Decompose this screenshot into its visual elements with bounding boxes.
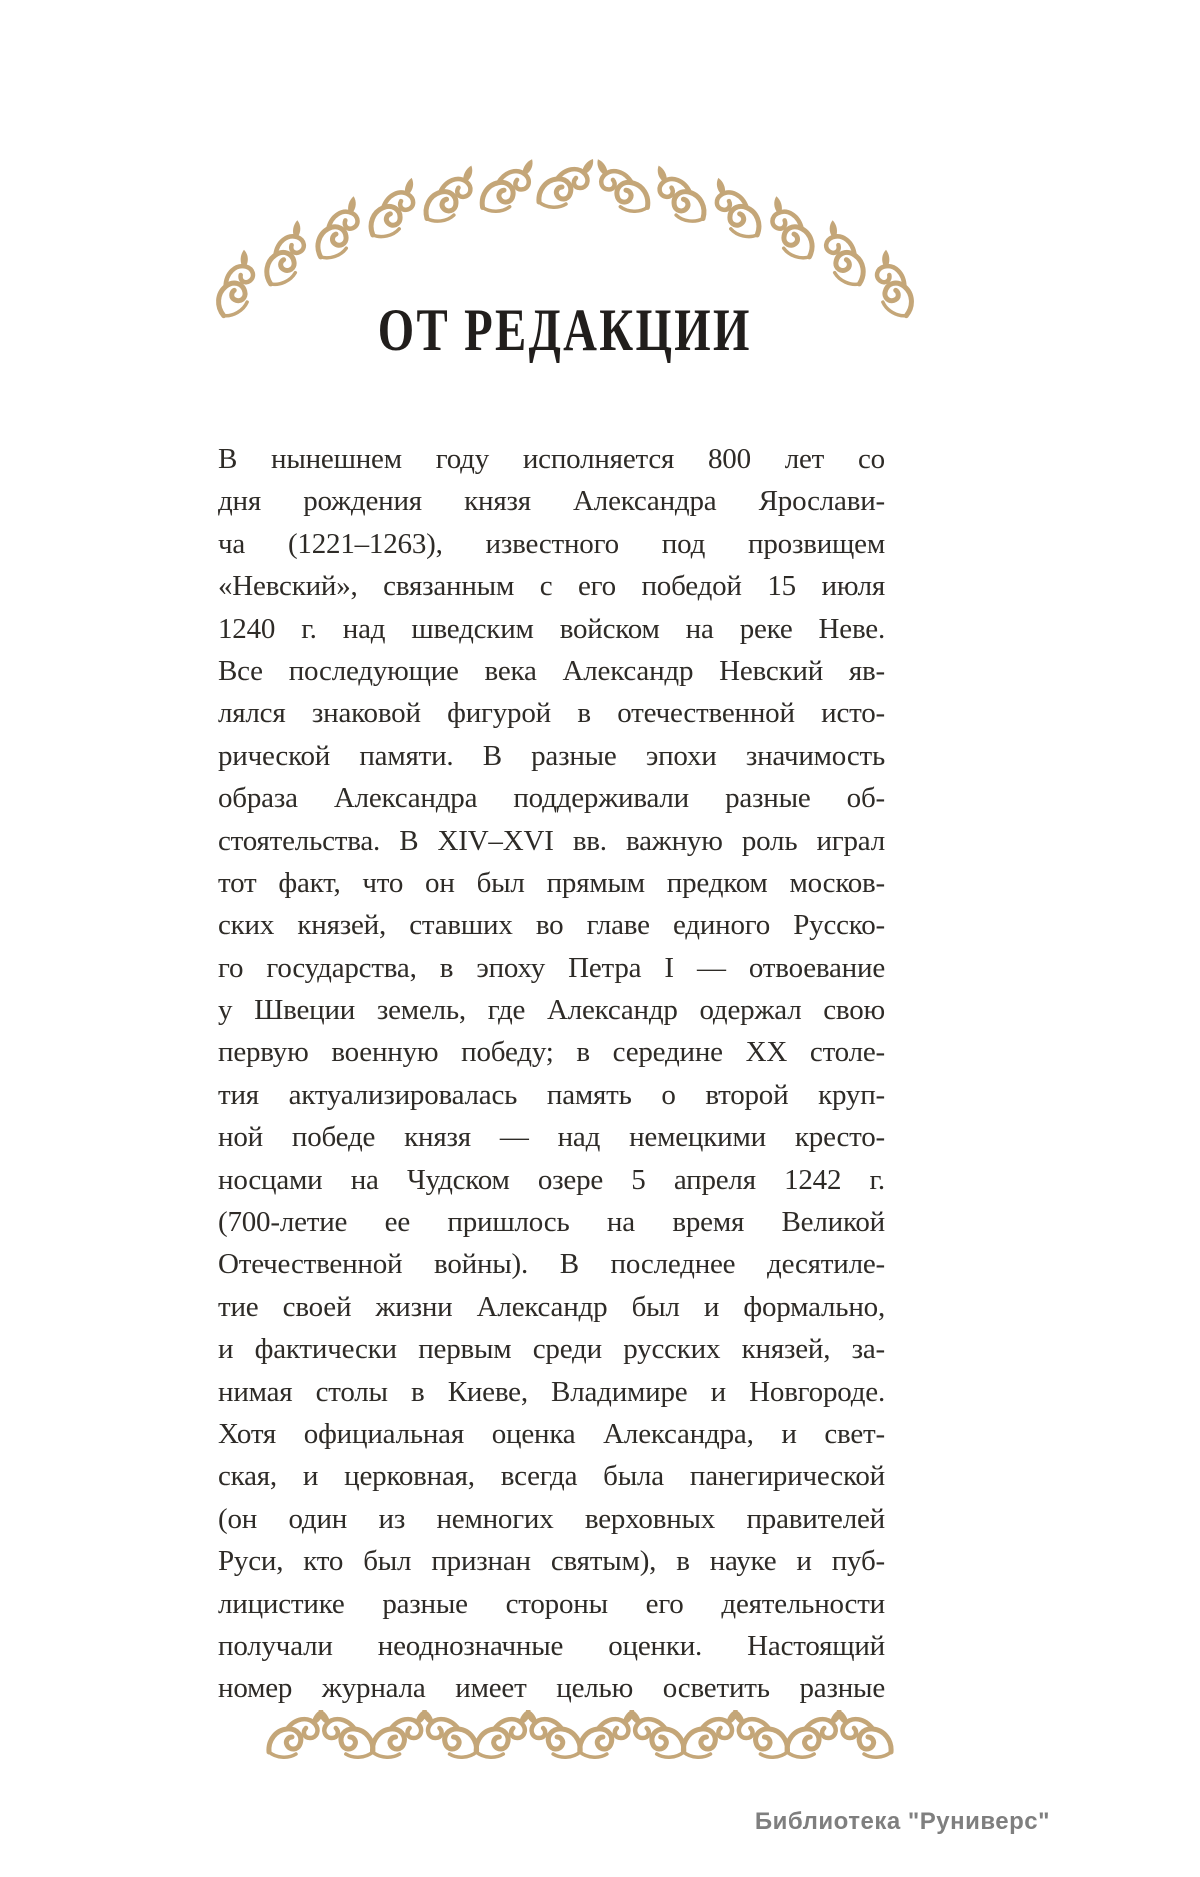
body-paragraph [218,438,885,1710]
library-watermark: Библиотека "Руниверс" [754,1808,1050,1835]
body-line: го государства, в эпоху Петра I — отвоевание [218,951,885,984]
body-line: дня рождения князя Александра Ярослави- [218,485,885,518]
body-line: тот факт, что он был прямым предком москов- [218,866,885,899]
body-line: и фактически первым среди русских князей, за- [218,1333,885,1366]
body-line: Все последующие века Александр Невский яв- [218,654,885,687]
body-line: В нынешнем году исполняется 800 лет со [218,443,885,475]
body-line: (он один из немногих верховных правителей [218,1502,885,1535]
body-line: ной победе князя — над немецкими кресто- [218,1121,885,1154]
body-line: первую военную победу; в середине XX столе- [218,1036,885,1069]
body-line: ская, и церковная, всегда была панегирической [218,1460,885,1493]
body-line: носцами на Чудском озере 5 апреля 1242 г. [218,1163,885,1196]
body-line: лялся знаковой фигурой в отечественной исто- [218,697,885,730]
body-line: ча (1221–1263), известного под прозвищем [218,527,885,560]
body-line: номер журнала имеет целью осветить разные [218,1672,885,1705]
page-title: ОТ РЕДАКЦИИ [377,297,752,363]
body-line: лицистике разные стороны его деятельности [218,1587,885,1620]
body-line: ских князей, ставших во главе единого Русско- [218,909,885,942]
body-line: (700-летие ее пришлось на время Великой [218,1206,885,1239]
body-line: стоятельства. В XIV–XVI вв. важную роль играл [218,824,885,857]
body-line: получали неоднозначные оценки. Настоящий [218,1629,885,1662]
body-line: «Невский», связанным с его победой 15 июля [218,570,885,603]
body-line: у Швеции земель, где Александр одержал свою [218,994,885,1027]
bottom-floral-ornament-band [210,1710,920,1766]
body-line: образа Александра поддерживали разные об- [218,782,885,815]
body-line: рической памяти. В разные эпохи значимость [218,739,885,772]
body-line: 1240 г. над шведским войском на реке Неве. [218,612,885,645]
body-line: Хотя официальная оценка Александра, и свет- [218,1417,885,1450]
body-line: тие своей жизни Александр был и формально, [218,1290,885,1323]
body-line: нимая столы в Киеве, Владимире и Новгороде. [218,1375,885,1408]
body-line: тия актуализировалась память о второй круп- [218,1078,885,1111]
title-container [218,297,912,363]
body-line: Отечественной войны). В последнее десятиле- [218,1248,885,1281]
body-line: Руси, кто был признан святым), в науке и пуб- [218,1545,885,1578]
